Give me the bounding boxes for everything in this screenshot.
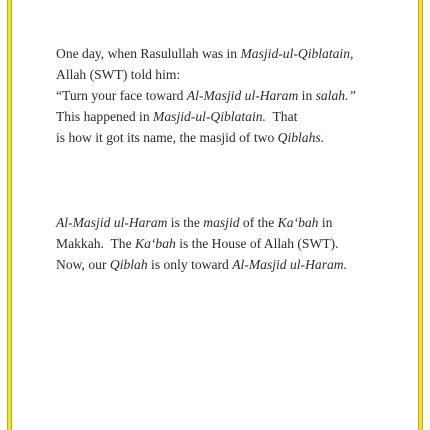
text-line: [56, 85, 386, 106]
text-segment: This happened in: [56, 109, 154, 124]
text-line: [56, 254, 386, 275]
text-segment: of the: [239, 215, 278, 230]
text-segment: is how it got its name, the masjid of two: [56, 130, 278, 145]
text-line: [56, 43, 386, 64]
left-page-border: [7, 0, 12, 430]
text-line: [56, 64, 386, 85]
text-segment: That: [265, 109, 298, 124]
text-segment: is the House of Allah (SWT).: [175, 236, 339, 251]
italic-text-segment: Ka‘bah: [277, 215, 319, 230]
text-line: [56, 212, 386, 233]
text-segment: is the: [167, 215, 204, 230]
italic-text-segment: Al-Masjid ul-Haram: [56, 215, 168, 230]
italic-text-segment: Al-Masjid ul-Haram: [186, 88, 299, 103]
text-line: [56, 233, 386, 254]
italic-text-segment: Qiblahs.: [277, 130, 325, 145]
right-page-border: [418, 0, 423, 430]
italic-text-segment: Al-Masjid ul-Haram.: [232, 257, 348, 272]
text-segment: in: [318, 215, 333, 230]
italic-text-segment: Masjid-ul-Qiblatain,: [240, 46, 354, 61]
paragraph-qiblatain: [56, 43, 386, 148]
italic-text-segment: Masjid-ul-Qiblatain.: [153, 109, 266, 124]
text-segment: “Turn your face toward: [56, 88, 187, 103]
text-segment: Allah (SWT) told him:: [56, 67, 181, 82]
italic-text-segment: salah.”: [315, 88, 357, 103]
text-segment: Makkah. The: [56, 236, 136, 251]
text-line: [56, 127, 386, 148]
text-segment: in: [298, 88, 316, 103]
paragraph-masjid-ul-haram: [56, 212, 386, 275]
italic-text-segment: masjid: [203, 215, 240, 230]
italic-text-segment: Ka‘bah: [135, 236, 176, 251]
italic-text-segment: Qiblah: [109, 257, 148, 272]
text-segment: One day, when Rasulullah was in: [56, 46, 241, 61]
text-segment: Now, our: [56, 257, 110, 272]
text-segment: is only toward: [147, 257, 233, 272]
text-line: [56, 106, 386, 127]
